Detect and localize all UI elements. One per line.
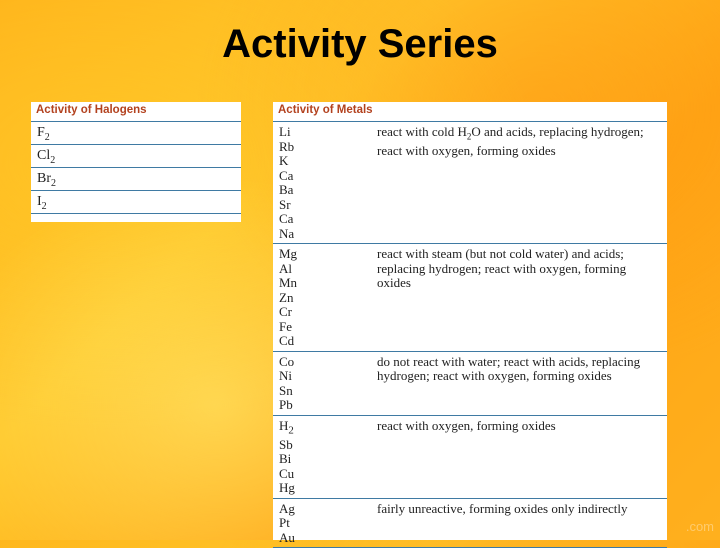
metal-symbol (279, 384, 377, 399)
metal-symbol-text: Na (279, 225, 295, 241)
metal-symbol (279, 154, 377, 169)
metal-symbol (279, 262, 377, 277)
metal-symbol (279, 369, 377, 384)
halogen-subscript: 2 (51, 177, 56, 189)
metal-symbol-list (273, 355, 377, 413)
metal-symbol-text: Ba (279, 182, 294, 197)
metal-group (273, 352, 667, 416)
metal-symbol (279, 305, 377, 320)
metal-symbol (279, 419, 377, 438)
description-text-cont: O and acids, replacing hydrogen; react with oxygen, forming oxides (377, 124, 644, 159)
metal-symbol-text: Al (279, 260, 292, 276)
halogen-subscript: 2 (41, 200, 47, 212)
description-text: react with steam (but not cold water) and acids; replacing hydrogen; react with oxygen, forming oxides (377, 246, 627, 290)
metal-symbol (279, 169, 377, 184)
metal-symbol-text: Au (279, 529, 295, 545)
metal-symbol (279, 502, 377, 517)
metal-symbol-text: Li (279, 124, 291, 139)
metal-symbol-text: Co (279, 353, 295, 369)
metal-group (273, 416, 667, 499)
metal-symbol-text: Sb (279, 436, 293, 452)
metal-symbol (279, 140, 377, 155)
metal-symbol-text: Bi (279, 451, 292, 467)
metal-group-description (377, 125, 667, 241)
description-text: react with oxygen, forming oxides (377, 417, 556, 433)
metal-symbol-text: Ca (279, 167, 294, 183)
metal-symbol-list (273, 502, 377, 546)
metal-symbol-text: Rb (279, 138, 295, 154)
metal-symbol (279, 276, 377, 291)
metal-symbol (279, 227, 377, 242)
metal-group-description (377, 247, 667, 349)
metal-symbol-text: Ni (279, 368, 292, 383)
metal-symbol-text: H (279, 417, 289, 433)
metal-symbol-text: Cr (279, 304, 292, 319)
halogen-symbol: Cl (37, 148, 51, 163)
halogen-symbol: Br (37, 171, 51, 186)
metal-symbol-text: Hg (279, 480, 295, 496)
metal-symbol-text: Cu (279, 465, 295, 481)
metal-symbol (279, 125, 377, 140)
metal-symbol (279, 212, 377, 227)
watermark: .com (685, 519, 714, 534)
metal-group (273, 122, 667, 244)
description-text: react with cold H (377, 124, 467, 139)
metal-group (273, 244, 667, 352)
halogen-activity-table (31, 102, 241, 222)
metal-group (273, 499, 667, 548)
metal-group-description (377, 355, 667, 413)
metal-symbol-text: Ag (279, 500, 295, 516)
metal-symbol-text: Ca (279, 211, 294, 226)
metal-symbol-text: Mg (279, 246, 298, 261)
slide-title: Activity Series (222, 22, 498, 66)
metal-symbol (279, 398, 377, 413)
metal-symbol-text: Zn (279, 289, 294, 305)
metal-symbol (279, 183, 377, 198)
metal-symbol (279, 481, 377, 496)
metal-table-heading: Activity of Metals (273, 102, 667, 122)
halogen-row (31, 191, 241, 214)
description-text: do not react with water; react with acids, replacing hydrogen; react with oxygen, forming oxides (377, 353, 641, 383)
metal-symbol-list (273, 125, 377, 241)
metal-symbol-text: Sr (279, 196, 291, 212)
metal-symbol-text: Pt (279, 515, 290, 531)
metal-symbol-subscript: 2 (288, 424, 294, 437)
metal-symbol (279, 531, 377, 546)
metal-group-description (377, 419, 667, 496)
metal-symbol (279, 320, 377, 335)
halogen-table-heading: Activity of Halogens (31, 102, 241, 122)
metal-symbol (279, 198, 377, 213)
halogen-symbol: F (37, 125, 45, 140)
description-subscript: 2 (466, 131, 472, 142)
halogen-row (31, 168, 241, 191)
halogen-subscript: 2 (50, 154, 56, 166)
metal-symbol (279, 247, 377, 262)
metal-symbol (279, 516, 377, 531)
metal-symbol (279, 334, 377, 349)
metal-symbol-text: Fe (279, 318, 292, 334)
metal-activity-table (273, 102, 667, 545)
halogen-row (31, 145, 241, 168)
metal-symbol (279, 467, 377, 482)
metal-group-description (377, 502, 667, 546)
metal-symbol-text: K (279, 153, 289, 168)
metal-symbol-list (273, 419, 377, 496)
metal-symbol (279, 452, 377, 467)
metal-symbol (279, 438, 377, 453)
metal-symbol-text: Mn (279, 275, 298, 290)
description-text: fairly unreactive, forming oxides only indirectly (377, 500, 628, 516)
metal-symbol-text: Cd (279, 333, 295, 348)
halogen-row (31, 122, 241, 145)
metal-symbol-list (273, 247, 377, 349)
metal-symbol-text: Sn (279, 382, 293, 398)
metal-symbol (279, 291, 377, 306)
metal-symbol (279, 355, 377, 370)
metal-symbol-text: Pb (279, 397, 293, 412)
halogen-subscript: 2 (44, 131, 50, 143)
halogen-symbol: I (37, 194, 42, 209)
